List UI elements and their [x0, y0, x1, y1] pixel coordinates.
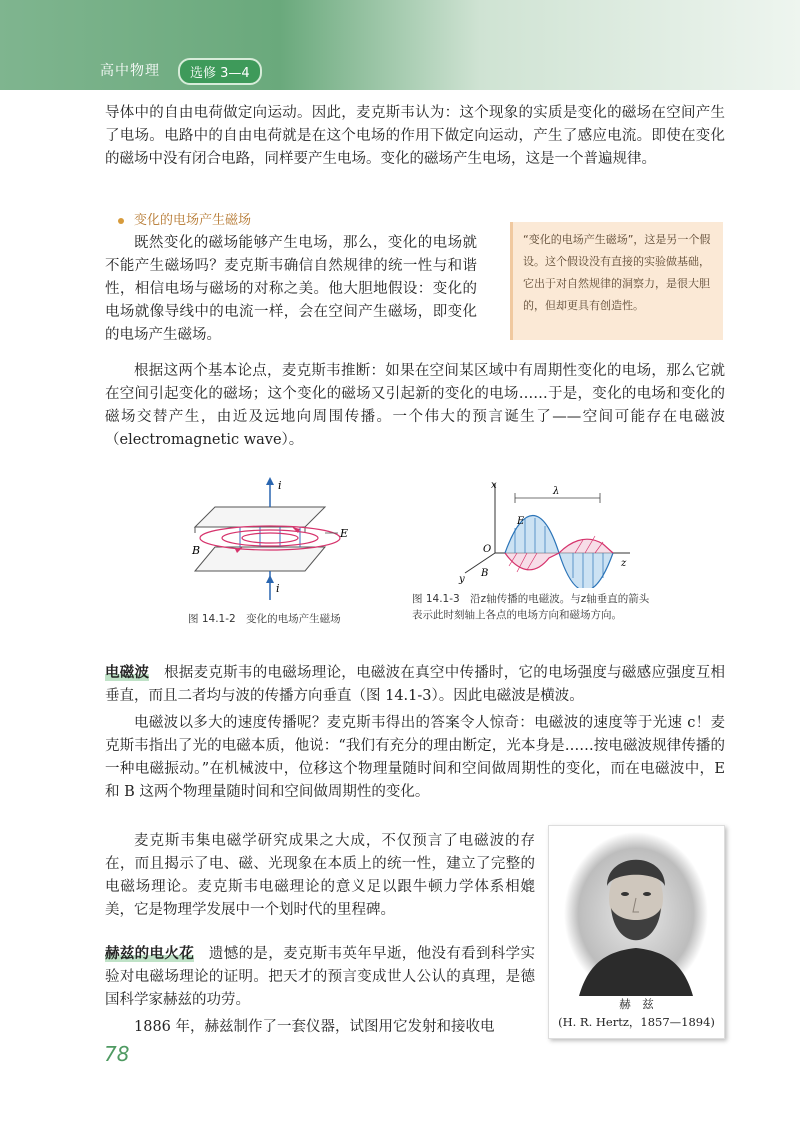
top-plate [195, 507, 325, 527]
e-label: E [517, 516, 525, 527]
paragraph-6: 麦克斯韦集电磁学研究成果之大成，不仅预言了电磁波的存在，而且揭示了电、磁、光现象在本质上的统一性，建立了完整的电磁场理论。麦克斯韦电磁理论的意义足以跟牛顿力学体系相媲美，它是物理学发展中一个划时代的里程碑。 [105, 833, 535, 918]
portrait-caption: (H. R. Hertz，1857—1894) [558, 1015, 715, 1029]
right-eye [643, 892, 651, 896]
label-e: E [340, 527, 349, 540]
paragraph-1: 导体中的自由电荷做定向运动。因此，麦克斯韦认为：这个现象的实质是变化的磁场在空间产生了电场。电路中的自由电荷就是在这个电场的作用下做定向运动，产生了感应电流。即使在变化的磁场中没有闭合电路，同样要产生电场。变化的磁场产生电场，这是一个普遍规律。 [105, 105, 725, 167]
label-b: B [192, 544, 201, 557]
section-heading [118, 209, 251, 228]
origin-label: O [483, 544, 492, 555]
paragraph-4-text: 根据麦克斯韦的电磁场理论，电磁波在真空中传播时，它的电场强度与磁感应强度互相垂直，而且二者均与波的传播方向垂直（图 14.1-3）。因此电磁波是横波。 [105, 665, 726, 704]
figure-2-caption-line-1: 图 14.1-3 沿z轴传播的电磁波。与z轴垂直的箭头 [412, 593, 650, 605]
page-header [0, 0, 800, 90]
volume-badge: 选修 3—4 [178, 58, 262, 85]
portrait-image [549, 826, 724, 996]
page-number: 78 [104, 1042, 130, 1066]
bullet-icon [118, 218, 124, 224]
b-label: B [481, 568, 489, 579]
axis-label-x: x [491, 480, 497, 491]
label-i-bottom: i [276, 582, 280, 595]
paragraph-4 [105, 662, 725, 708]
arrow-icon [266, 575, 274, 583]
paragraph-7 [105, 943, 535, 1012]
magnetic-loop-inner [242, 533, 298, 543]
paragraph-5: 电磁波以多大的速度传播呢？麦克斯韦得出的答案令人惊奇：电磁波的速度等于光速 c！麦克斯韦指出了光的电磁本质，他说：“我们有充分的理由断定，光本身是……按电磁波规律传播的一种电磁振动。”在机械波中，位移这个物理量随时间和空间做周期性的变化，而在电磁波中，E 和 B 这两个物理量随时间和空间做周期性的变化。 [105, 715, 725, 800]
paragraph-3: 根据这两个基本论点，麦克斯韦推断：如果在空间某区域中有周期性变化的电场，那么它就在空间引起变化的磁场；这个变化的磁场又引起新的变化的电场……于是，变化的电场和变化的磁场交替产生，由近及远地向周围传播。一个伟大的预言诞生了——空间可能存在电磁波（electromagnetic wave）。 [105, 363, 725, 448]
hertz-portrait [548, 825, 725, 1039]
paragraph-7-text: 遗憾的是，麦克斯韦英年早逝，他没有看到科学实验对电磁场理论的证明。把天才的预言变成世人公认的真理，是德国科学家赫兹的功劳。 [105, 946, 536, 1008]
margin-note: “变化的电场产生磁场”，这是另一个假设。这个假设没有直接的实验做基础，它出于对自然规律的洞察力，是很大胆的，但却更具有创造性。 [510, 222, 723, 340]
left-eye [621, 892, 629, 896]
term-hertz-spark: 赫兹的电火花 [105, 946, 195, 962]
figure-changing-field [180, 475, 380, 610]
figure-em-wave [445, 478, 635, 588]
lambda-label: λ [553, 486, 560, 497]
paragraph-2: 既然变化的磁场能够产生电场，那么，变化的电场就不能产生磁场吗？麦克斯韦确信自然规律的统一性与和谐性，相信电场与磁场的对称之美。他大胆地假设：变化的电场就像导线中的电流一样，会在空间产生磁场，即变化的电场产生磁场。 [105, 235, 477, 343]
y-axis [465, 553, 495, 573]
axis-label-z: z [621, 558, 627, 569]
section-title: 变化的电场产生磁场 [134, 213, 252, 228]
figure-1-caption: 图 14.1-2 变化的电场产生磁场 [188, 613, 341, 625]
label-i-top: i [278, 479, 282, 492]
bottom-plate [195, 547, 325, 571]
figure-2-caption-line-2: 表示此时刻轴上各点的电场方向和磁场方向。 [412, 609, 622, 621]
portrait-name: 赫 兹 [619, 997, 654, 1011]
paragraph-8: 1886 年，赫兹制作了一套仪器，试图用它发射和接收电 [134, 1019, 495, 1035]
book-title: 高中物理 [100, 63, 160, 79]
arrow-icon [266, 477, 274, 485]
term-em-wave: 电磁波 [105, 665, 150, 681]
axis-label-y: y [459, 574, 465, 585]
